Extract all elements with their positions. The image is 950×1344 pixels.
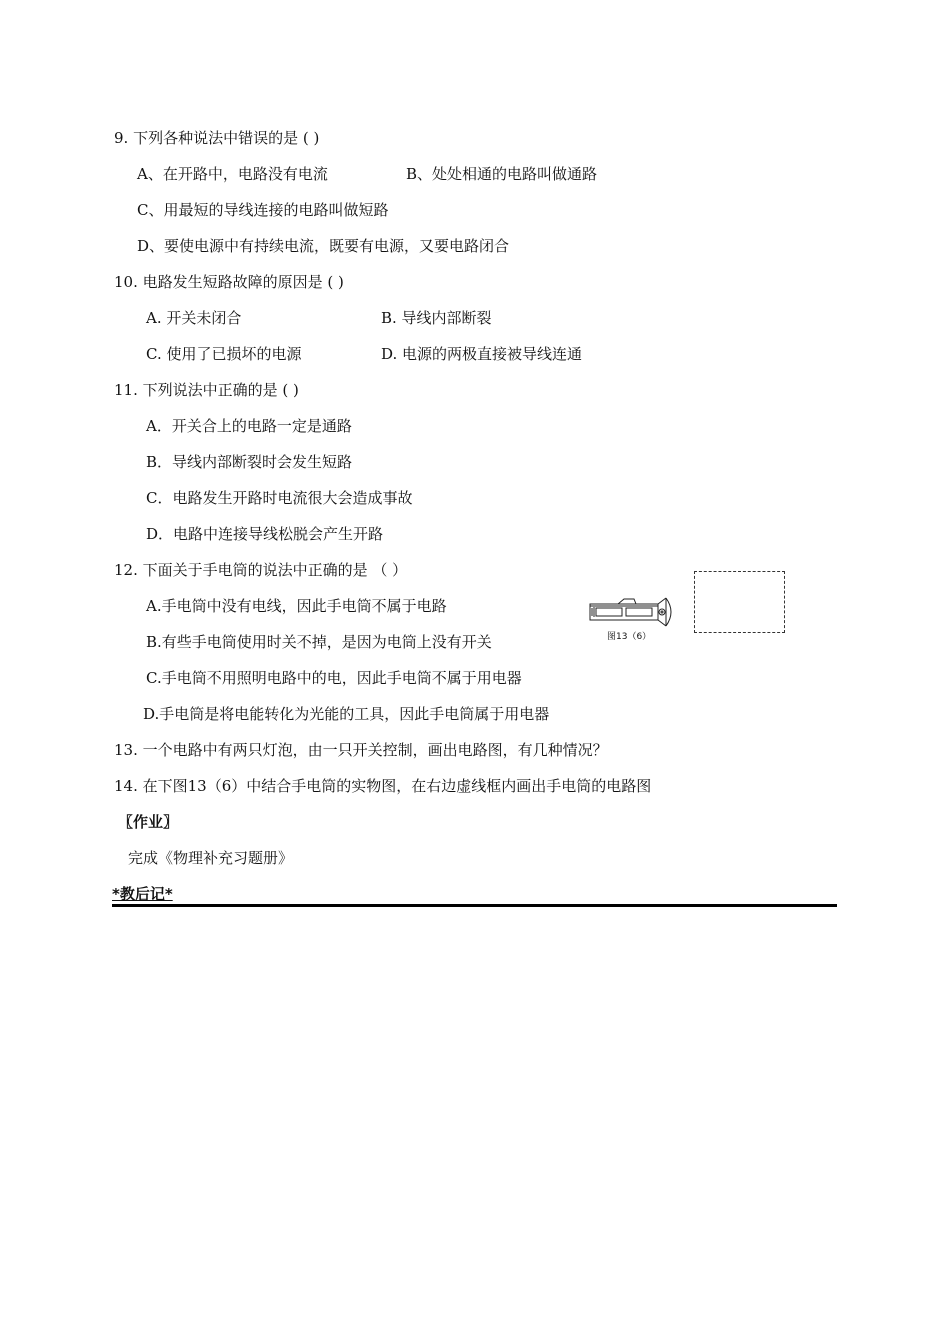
q10-option-b: B. 导线内部断裂 <box>381 309 492 327</box>
homework-content: 完成《物理补充习题册》 <box>128 849 294 867</box>
q11-option-d: D．电路中连接导线松脱会产生开路 <box>146 525 384 543</box>
q9-option-d: D、要使电源中有持续电流，既要有电源，又要电路闭合 <box>137 237 510 255</box>
q12-option-a: A.手电筒中没有电线，因此手电筒不属于电路 <box>146 597 447 615</box>
notes-heading: *教后记* <box>112 885 173 903</box>
question-14: 14. 在下图13（6）中结合手电筒的实物图，在右边虚线框内画出手电筒的电路图 <box>114 777 652 795</box>
notes-divider <box>112 904 837 907</box>
q9-stem: 9. 下列各种说法中错误的是 ( ) <box>114 129 320 147</box>
q10-option-a: A. 开关未闭合 <box>146 309 242 327</box>
q12-stem: 12. 下面关于手电筒的说法中正确的是 （ ） <box>114 561 408 579</box>
homework-heading: 〖作业〗 <box>118 813 179 831</box>
q9-option-a: A、在开路中，电路没有电流 <box>137 165 328 183</box>
q12-option-c: C.手电筒不用照明电路中的电，因此手电筒不属于用电器 <box>146 669 522 687</box>
circuit-answer-box <box>694 571 785 633</box>
q12-option-b: B.有些手电筒使用时关不掉，是因为电筒上没有开关 <box>146 633 492 651</box>
figure-caption: 图13（6） <box>607 632 652 642</box>
flashlight-figure <box>588 594 680 630</box>
q11-stem: 11. 下列说法中正确的是 ( ) <box>114 381 299 399</box>
q9-option-c: C、用最短的导线连接的电路叫做短路 <box>137 201 389 219</box>
q9-option-b: B、处处相通的电路叫做通路 <box>406 165 598 183</box>
q11-option-a: A．开关合上的电路一定是通路 <box>146 417 352 435</box>
q11-option-b: B．导线内部断裂时会发生短路 <box>146 453 353 471</box>
q10-stem: 10. 电路发生短路故障的原因是 ( ) <box>114 273 344 291</box>
q10-option-d: D. 电源的两极直接被导线连通 <box>381 345 583 363</box>
q10-option-c: C. 使用了已损坏的电源 <box>146 345 302 363</box>
q11-option-c: C．电路发生开路时电流很大会造成事故 <box>146 489 413 507</box>
q12-option-d: D.手电筒是将电能转化为光能的工具，因此手电筒属于用电器 <box>143 705 550 723</box>
question-13: 13. 一个电路中有两只灯泡，由一只开关控制，画出电路图，有几种情况？ <box>114 741 608 759</box>
